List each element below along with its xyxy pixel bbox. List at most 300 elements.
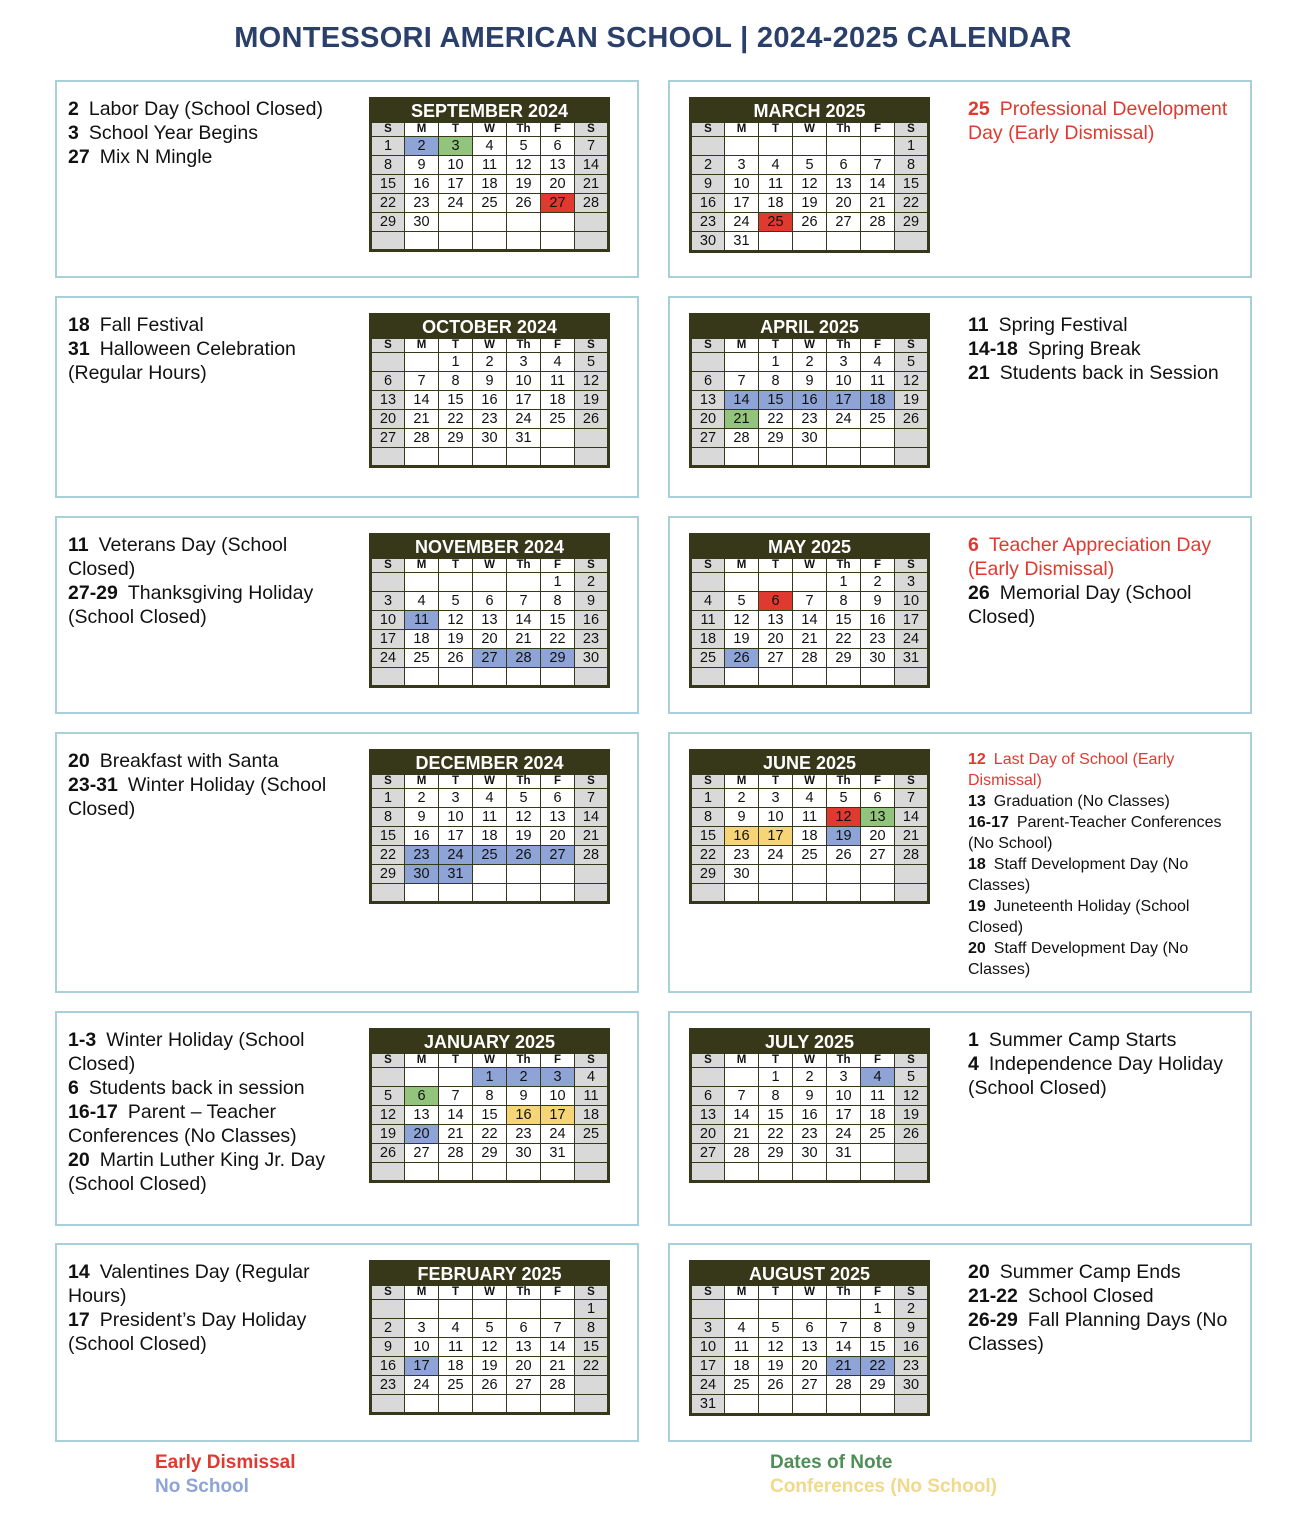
note-text: School Closed	[1027, 1285, 1154, 1307]
calendar-day: 10	[439, 808, 473, 827]
calendar-empty-cell	[575, 1395, 609, 1414]
notes-list	[68, 1028, 348, 1196]
note-item	[968, 1308, 1246, 1356]
calendar-day: 20	[371, 410, 405, 429]
note-text: Mix N Mingle	[99, 146, 213, 168]
calendar-day: 29	[541, 649, 575, 668]
calendar-day: 31	[827, 1144, 861, 1163]
calendar-day: 15	[759, 1106, 793, 1125]
month-calendar	[369, 1260, 610, 1415]
weekday-header: T	[759, 1054, 793, 1068]
calendar-empty-cell	[759, 668, 793, 687]
calendar-day: 19	[507, 175, 541, 194]
calendar-day: 25	[861, 1125, 895, 1144]
calendar-day: 14	[541, 1338, 575, 1357]
month-panel-mar	[668, 80, 1252, 278]
month-calendar	[689, 1028, 930, 1183]
calendar-empty-cell	[473, 668, 507, 687]
calendar-day: 19	[507, 827, 541, 846]
calendar-empty-cell	[759, 884, 793, 903]
weekday-header: Th	[827, 339, 861, 353]
calendar-day: 19	[793, 194, 827, 213]
calendar-day: 23	[691, 213, 725, 232]
calendar-day: 20	[691, 410, 725, 429]
calendar-day: 27	[405, 1144, 439, 1163]
month-panel-jul	[668, 1011, 1252, 1226]
calendar-day: 30	[691, 232, 725, 252]
note-date: 25	[968, 98, 990, 120]
note-item	[968, 749, 1243, 791]
note-date: 20	[968, 940, 986, 957]
month-panel-jun	[668, 732, 1252, 993]
calendar-day: 28	[507, 649, 541, 668]
calendar-day: 18	[793, 827, 827, 846]
calendar-empty-cell	[439, 668, 473, 687]
calendar-day: 21	[507, 630, 541, 649]
calendar-grid	[689, 313, 930, 468]
month-calendar	[369, 749, 610, 904]
calendar-day: 3	[439, 137, 473, 156]
note-date: 20	[968, 1261, 990, 1283]
calendar-day: 16	[793, 1106, 827, 1125]
note-text: Winter Holiday (School Closed)	[68, 1029, 305, 1075]
calendar-day: 8	[691, 808, 725, 827]
calendar-day: 30	[473, 429, 507, 448]
weekday-header: W	[793, 123, 827, 137]
calendar-day: 21	[895, 827, 929, 846]
calendar-day: 1	[371, 137, 405, 156]
calendar-empty-cell	[473, 1300, 507, 1319]
calendar-day: 24	[827, 1125, 861, 1144]
calendar-day: 7	[575, 789, 609, 808]
weekday-header: T	[759, 339, 793, 353]
calendar-day: 2	[405, 137, 439, 156]
calendar-empty-cell	[473, 232, 507, 251]
weekday-header: S	[895, 1286, 929, 1300]
calendar-day: 18	[691, 630, 725, 649]
calendar-day: 26	[759, 1376, 793, 1395]
calendar-day: 26	[507, 846, 541, 865]
calendar-empty-cell	[691, 137, 725, 156]
weekday-header: S	[691, 123, 725, 137]
calendar-day: 8	[371, 808, 405, 827]
calendar-day: 23	[405, 846, 439, 865]
notes-list	[968, 97, 1238, 145]
calendar-day: 27	[861, 846, 895, 865]
calendar-day: 16	[691, 194, 725, 213]
note-item	[968, 854, 1243, 896]
calendar-day: 17	[725, 194, 759, 213]
calendar-day: 31	[725, 232, 759, 252]
calendar-day: 17	[405, 1357, 439, 1376]
weekday-header: F	[861, 339, 895, 353]
calendar-day: 26	[473, 1376, 507, 1395]
calendar-day: 19	[827, 827, 861, 846]
weekday-header: S	[895, 1054, 929, 1068]
calendar-grid	[689, 1260, 930, 1416]
weekday-header: M	[725, 123, 759, 137]
note-text: President’s Day Holiday (School Closed)	[68, 1309, 307, 1355]
note-item	[968, 533, 1238, 581]
calendar-day: 28	[575, 846, 609, 865]
calendar-day: 24	[759, 846, 793, 865]
month-title: MAY 2025	[691, 535, 929, 559]
calendar-empty-cell	[827, 137, 861, 156]
calendar-day: 1	[827, 573, 861, 592]
calendar-day: 20	[861, 827, 895, 846]
notes-list	[68, 313, 343, 385]
calendar-day: 23	[405, 194, 439, 213]
calendar-day: 4	[405, 592, 439, 611]
calendar-day: 23	[793, 410, 827, 429]
calendar-day: 13	[371, 391, 405, 410]
calendar-day: 4	[541, 353, 575, 372]
calendar-day: 21	[793, 630, 827, 649]
calendar-empty-cell	[759, 1300, 793, 1319]
calendar-empty-cell	[691, 1300, 725, 1319]
note-item	[68, 337, 343, 385]
calendar-day: 4	[759, 156, 793, 175]
month-title: OCTOBER 2024	[371, 315, 609, 339]
calendar-day: 15	[691, 827, 725, 846]
calendar-empty-cell	[575, 1163, 609, 1182]
calendar-day: 3	[541, 1068, 575, 1087]
calendar-day: 14	[725, 391, 759, 410]
note-date: 14	[68, 1261, 90, 1283]
note-date: 18	[68, 314, 90, 336]
calendar-day: 19	[473, 1357, 507, 1376]
calendar-day: 23	[793, 1125, 827, 1144]
calendar-day: 2	[861, 573, 895, 592]
calendar-day: 5	[725, 592, 759, 611]
calendar-day: 14	[793, 611, 827, 630]
calendar-day: 15	[541, 611, 575, 630]
calendar-day: 2	[895, 1300, 929, 1319]
calendar-day: 24	[405, 1376, 439, 1395]
month-panel-apr	[668, 296, 1252, 498]
calendar-day: 27	[827, 213, 861, 232]
calendar-day: 14	[575, 156, 609, 175]
calendar-day: 24	[691, 1376, 725, 1395]
calendar-day: 13	[793, 1338, 827, 1357]
note-text: Staff Development Day (No Classes)	[968, 856, 1189, 894]
month-calendar	[369, 313, 610, 468]
note-date: 11	[68, 534, 89, 556]
calendar-empty-cell	[575, 668, 609, 687]
weekday-header: S	[575, 339, 609, 353]
calendar-day: 16	[725, 827, 759, 846]
calendar-empty-cell	[827, 429, 861, 448]
calendar-grid	[689, 1028, 930, 1183]
month-calendar	[689, 97, 930, 253]
calendar-day: 5	[759, 1319, 793, 1338]
calendar-day: 5	[793, 156, 827, 175]
calendar-day: 9	[725, 808, 759, 827]
weekday-header: W	[473, 775, 507, 789]
calendar-day: 23	[507, 1125, 541, 1144]
note-date: 2	[68, 98, 79, 120]
weekday-header: Th	[507, 1054, 541, 1068]
calendar-day: 28	[895, 846, 929, 865]
calendar-day: 5	[827, 789, 861, 808]
calendar-grid	[689, 749, 930, 904]
calendar-day: 10	[725, 175, 759, 194]
calendar-day: 28	[541, 1376, 575, 1395]
note-text: Thanksgiving Holiday (School Closed)	[68, 582, 314, 628]
notes-list	[68, 533, 343, 629]
calendar-day: 7	[827, 1319, 861, 1338]
calendar-empty-cell	[861, 137, 895, 156]
month-title: APRIL 2025	[691, 315, 929, 339]
note-item	[68, 533, 343, 581]
calendar-day: 28	[439, 1144, 473, 1163]
note-item	[68, 1148, 348, 1196]
note-item	[968, 812, 1243, 854]
page-title: MONTESSORI AMERICAN SCHOOL | 2024-2025 CALENDAR	[234, 22, 1072, 54]
calendar-day: 6	[827, 156, 861, 175]
calendar-empty-cell	[473, 573, 507, 592]
note-item	[968, 938, 1243, 980]
calendar-day: 30	[405, 213, 439, 232]
note-date: 26-29	[968, 1309, 1018, 1331]
calendar-empty-cell	[405, 1163, 439, 1182]
note-date: 19	[968, 898, 986, 915]
calendar-day: 21	[575, 827, 609, 846]
calendar-day: 9	[507, 1087, 541, 1106]
note-text: Veterans Day (School Closed)	[68, 534, 288, 580]
calendar-empty-cell	[725, 1300, 759, 1319]
calendar-day: 16	[371, 1357, 405, 1376]
calendar-day: 15	[371, 827, 405, 846]
weekday-header: W	[473, 1286, 507, 1300]
weekday-header: S	[691, 1054, 725, 1068]
calendar-day: 16	[405, 175, 439, 194]
calendar-day: 19	[371, 1125, 405, 1144]
calendar-day: 23	[371, 1376, 405, 1395]
calendar-day: 13	[691, 1106, 725, 1125]
calendar-day: 21	[405, 410, 439, 429]
weekday-header: M	[405, 775, 439, 789]
note-date: 1-3	[68, 1029, 97, 1051]
calendar-day: 8	[759, 372, 793, 391]
calendar-day: 20	[827, 194, 861, 213]
note-date: 13	[968, 793, 986, 810]
calendar-empty-cell	[541, 213, 575, 232]
calendar-day: 20	[473, 630, 507, 649]
calendar-empty-cell	[507, 573, 541, 592]
calendar-day: 4	[861, 1068, 895, 1087]
calendar-day: 14	[405, 391, 439, 410]
calendar-empty-cell	[371, 668, 405, 687]
calendar-day: 17	[895, 611, 929, 630]
calendar-day: 2	[793, 353, 827, 372]
calendar-day: 20	[759, 630, 793, 649]
calendar-day: 1	[439, 353, 473, 372]
calendar-day: 26	[895, 1125, 929, 1144]
calendar-day: 4	[439, 1319, 473, 1338]
calendar-day: 5	[473, 1319, 507, 1338]
note-item	[68, 1076, 348, 1100]
calendar-day: 13	[405, 1106, 439, 1125]
calendar-empty-cell	[725, 137, 759, 156]
calendar-day: 19	[439, 630, 473, 649]
calendar-day: 7	[439, 1087, 473, 1106]
calendar-day: 4	[691, 592, 725, 611]
note-text: Labor Day (School Closed)	[88, 98, 323, 120]
calendar-day: 27	[507, 1376, 541, 1395]
calendar-empty-cell	[507, 213, 541, 232]
calendar-day: 21	[827, 1357, 861, 1376]
note-item	[68, 1100, 348, 1148]
calendar-day: 29	[759, 429, 793, 448]
calendar-day: 6	[793, 1319, 827, 1338]
calendar-day: 29	[439, 429, 473, 448]
calendar-day: 19	[725, 630, 759, 649]
calendar-empty-cell	[541, 448, 575, 467]
note-date: 18	[968, 856, 986, 873]
note-item	[68, 1028, 348, 1076]
calendar-day: 28	[793, 649, 827, 668]
weekday-header: T	[759, 559, 793, 573]
calendar-day: 7	[507, 592, 541, 611]
calendar-day: 20	[405, 1125, 439, 1144]
calendar-empty-cell	[725, 1395, 759, 1415]
calendar-empty-cell	[725, 884, 759, 903]
calendar-empty-cell	[895, 429, 929, 448]
weekday-header: M	[725, 559, 759, 573]
calendar-day: 1	[691, 789, 725, 808]
calendar-day: 1	[759, 353, 793, 372]
note-item	[968, 313, 1238, 337]
calendar-empty-cell	[691, 1163, 725, 1182]
calendar-day: 10	[895, 592, 929, 611]
calendar-empty-cell	[507, 884, 541, 903]
weekday-header: Th	[827, 1286, 861, 1300]
weekday-header: W	[793, 1286, 827, 1300]
calendar-day: 1	[895, 137, 929, 156]
calendar-day: 20	[541, 827, 575, 846]
calendar-empty-cell	[793, 1163, 827, 1182]
note-item	[68, 1308, 343, 1356]
weekday-header: S	[895, 775, 929, 789]
calendar-day: 30	[575, 649, 609, 668]
calendar-day: 28	[861, 213, 895, 232]
calendar-day: 28	[725, 1144, 759, 1163]
calendar-day: 16	[473, 391, 507, 410]
calendar-day: 7	[405, 372, 439, 391]
calendar-empty-cell	[575, 448, 609, 467]
weekday-header: F	[541, 123, 575, 137]
calendar-grid	[369, 97, 610, 252]
calendar-day: 30	[507, 1144, 541, 1163]
weekday-header: T	[439, 1054, 473, 1068]
calendar-empty-cell	[691, 448, 725, 467]
calendar-day: 21	[575, 175, 609, 194]
calendar-day: 3	[827, 353, 861, 372]
month-panel-oct	[55, 296, 639, 498]
calendar-day: 16	[793, 391, 827, 410]
calendar-day: 22	[691, 846, 725, 865]
calendar-day: 1	[473, 1068, 507, 1087]
calendar-day: 4	[473, 137, 507, 156]
note-date: 3	[68, 122, 79, 144]
note-item	[968, 1052, 1238, 1100]
calendar-day: 22	[439, 410, 473, 429]
calendar-day: 8	[575, 1319, 609, 1338]
note-item	[68, 773, 343, 821]
calendar-day: 17	[827, 1106, 861, 1125]
calendar-day: 11	[473, 808, 507, 827]
calendar-empty-cell	[405, 232, 439, 251]
calendar-day: 25	[793, 846, 827, 865]
calendar-day: 11	[793, 808, 827, 827]
calendar-empty-cell	[691, 668, 725, 687]
month-calendar	[689, 533, 930, 688]
calendar-empty-cell	[895, 884, 929, 903]
calendar-empty-cell	[759, 865, 793, 884]
calendar-day: 17	[439, 175, 473, 194]
month-panel-jan	[55, 1011, 639, 1226]
weekday-header: Th	[507, 775, 541, 789]
calendar-empty-cell	[371, 232, 405, 251]
calendar-day: 9	[691, 175, 725, 194]
calendar-empty-cell	[895, 1144, 929, 1163]
calendar-day: 30	[861, 649, 895, 668]
calendar-day: 1	[759, 1068, 793, 1087]
calendar-day: 27	[473, 649, 507, 668]
weekday-header: S	[691, 559, 725, 573]
notes-list	[68, 749, 343, 821]
calendar-empty-cell	[371, 448, 405, 467]
calendar-empty-cell	[895, 865, 929, 884]
note-item	[68, 145, 343, 169]
weekday-header: S	[691, 339, 725, 353]
calendar-day: 6	[371, 372, 405, 391]
note-text: School Year Begins	[88, 122, 258, 144]
calendar-empty-cell	[405, 1068, 439, 1087]
note-item	[968, 97, 1238, 145]
calendar-day: 13	[507, 1338, 541, 1357]
weekday-header: S	[691, 1286, 725, 1300]
calendar-day: 10	[405, 1338, 439, 1357]
calendar-day: 30	[793, 1144, 827, 1163]
weekday-header: S	[575, 559, 609, 573]
calendar-day: 1	[575, 1300, 609, 1319]
calendar-day: 9	[405, 156, 439, 175]
calendar-day: 5	[895, 353, 929, 372]
calendar-day: 9	[473, 372, 507, 391]
calendar-empty-cell	[541, 865, 575, 884]
calendar-empty-cell	[793, 137, 827, 156]
note-text: Students back in Session	[999, 362, 1219, 384]
calendar-empty-cell	[439, 232, 473, 251]
weekday-header: S	[371, 1054, 405, 1068]
calendar-day: 6	[473, 592, 507, 611]
calendar-day: 12	[473, 1338, 507, 1357]
calendar-day: 25	[473, 846, 507, 865]
calendar-day: 14	[895, 808, 929, 827]
calendar-day: 21	[861, 194, 895, 213]
calendar-day: 1	[541, 573, 575, 592]
calendar-day: 3	[759, 789, 793, 808]
calendar-day: 7	[725, 372, 759, 391]
calendar-day: 26	[439, 649, 473, 668]
calendar-empty-cell	[473, 884, 507, 903]
calendar-day: 7	[861, 156, 895, 175]
calendar-grid	[369, 533, 610, 688]
calendar-day: 18	[439, 1357, 473, 1376]
weekday-header: Th	[507, 339, 541, 353]
